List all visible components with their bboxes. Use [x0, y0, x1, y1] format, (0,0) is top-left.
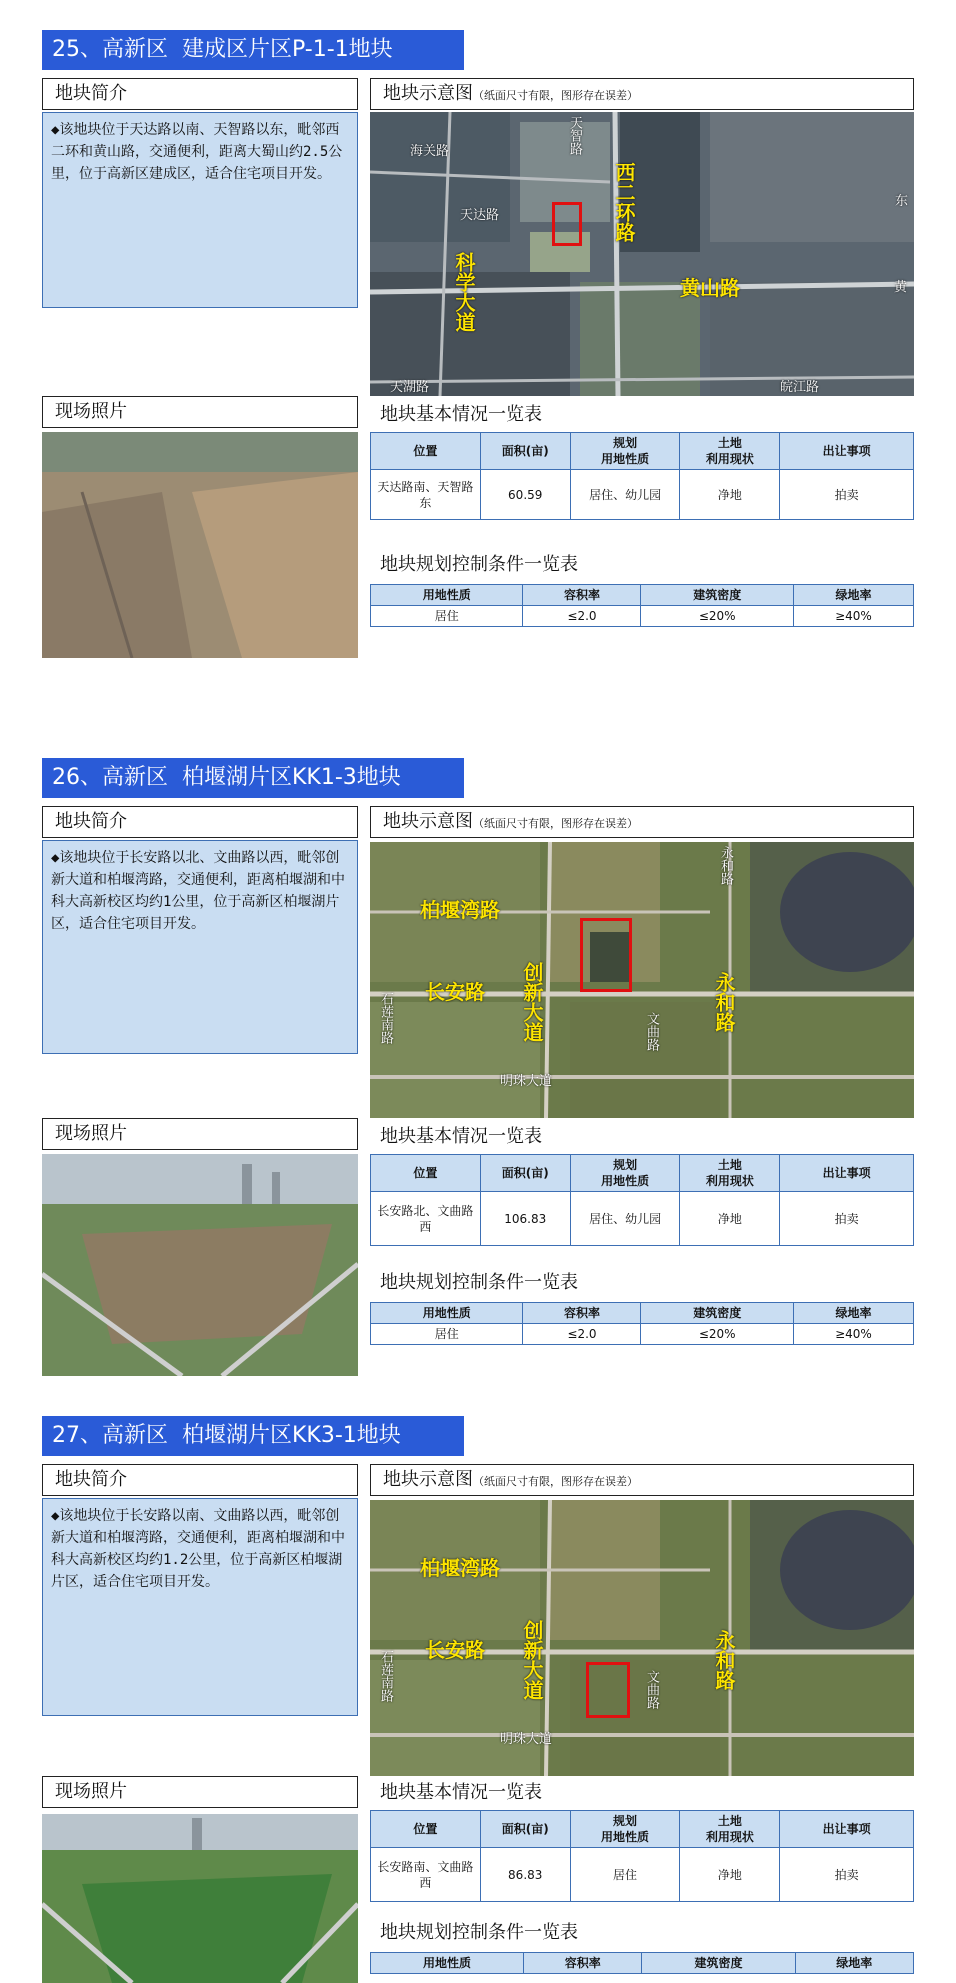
intro-label: [42, 78, 358, 110]
table-header: 土地 利用现状: [680, 433, 780, 470]
table-header: 出让事项: [780, 433, 914, 470]
parcel-map: [370, 112, 914, 396]
table-cell: 居住: [371, 1324, 523, 1345]
road-label: 皖江路: [780, 380, 820, 395]
road-label: 明珠大道: [500, 1074, 553, 1089]
table-row: [371, 606, 914, 627]
road-label: 创新大道: [520, 1620, 544, 1700]
table-cell: 长安路南、文曲路西: [371, 1848, 481, 1902]
intro-label-text: 地块简介: [55, 811, 127, 832]
intro-label: [42, 1464, 358, 1496]
site-photo-image: [42, 1814, 358, 1983]
road-label: 柏堰湾路: [420, 1556, 500, 1580]
site-photo: [42, 1814, 358, 1983]
table-header-row: [371, 585, 914, 606]
parcel-title: 27、高新区 柏堰湖片区KK3-1地块: [42, 1416, 464, 1456]
basic-info-table: [370, 1154, 914, 1246]
table-cell: ≤20%: [641, 606, 793, 627]
parcel-section-25: [0, 0, 956, 623]
table-cell: ≤20%: [641, 1324, 793, 1345]
control-table: [370, 1952, 914, 1974]
road-label: 柏堰湾路: [420, 898, 500, 922]
table-header: 绿地率: [793, 585, 913, 606]
road-label: 黄: [894, 280, 908, 295]
table-cell: 居住、幼儿园: [570, 1192, 680, 1246]
table-cell: ≤2.0: [523, 606, 641, 627]
road-label: 天湖路: [390, 380, 430, 395]
table-cell: 净地: [680, 1192, 780, 1246]
road-label: 西二环路: [612, 162, 636, 242]
parcel-outline: [586, 1662, 630, 1718]
road-label: 长安路: [425, 1638, 485, 1662]
table-cell: 居住、幼儿园: [570, 470, 680, 520]
road-label: 石莲南路: [378, 992, 393, 1044]
intro-text: ◆该地块位于长安路以北、文曲路以西，毗邻创新大道和柏堰湾路，交通便利，距离柏堰湖和中科大高新校区均约1公里，位于高新区柏堰湖片区，适合住宅项目开发。: [42, 840, 358, 1054]
road-label: 海关路: [410, 144, 450, 159]
parcel-title: 25、高新区 建成区片区P-1-1地块: [42, 30, 464, 70]
road-label: 永和路: [712, 1630, 736, 1690]
table-header: 面积(亩): [480, 1811, 570, 1848]
parcel-section-26: [0, 750, 956, 1390]
table-header: 用地性质: [371, 585, 523, 606]
parcel-section-27: [0, 1410, 956, 1983]
site-photo: [42, 1154, 358, 1376]
table-header: 面积(亩): [480, 1155, 570, 1192]
road-label: 永和路: [718, 846, 733, 885]
basic-info-label: 地块基本情况一览表: [380, 1782, 542, 1803]
table-header: 规划 用地性质: [570, 1811, 680, 1848]
table-cell: 长安路北、文曲路西: [371, 1192, 481, 1246]
table-header: 建筑密度: [641, 1303, 793, 1324]
map-note: （纸面尺寸有限，图形存在误差）: [473, 817, 638, 830]
road-label: 文曲路: [644, 1670, 659, 1709]
map-label: [370, 78, 914, 110]
map-note: （纸面尺寸有限，图形存在误差）: [473, 1475, 638, 1488]
basic-info-table: [370, 432, 914, 520]
table-header-row: [371, 433, 914, 470]
photo-label: [42, 1118, 358, 1150]
intro-text: ◆该地块位于天达路以南、天智路以东，毗邻西二环和黄山路，交通便利，距离大蜀山约2.5公里，位于高新区建成区，适合住宅项目开发。: [42, 112, 358, 308]
basic-info-label: 地块基本情况一览表: [380, 404, 542, 425]
site-photo: [42, 432, 358, 658]
road-label: 科学大道: [452, 252, 476, 332]
site-photo-image: [42, 1154, 358, 1376]
parcel-title: 26、高新区 柏堰湖片区KK1-3地块: [42, 758, 464, 798]
table-header: 位置: [371, 433, 481, 470]
map-label-text: 地块示意图: [383, 1469, 473, 1490]
table-cell: 居住: [570, 1848, 680, 1902]
table-header: 面积(亩): [480, 433, 570, 470]
table-header: 土地 利用现状: [680, 1155, 780, 1192]
parcel-map: [370, 1500, 914, 1776]
intro-label-text: 地块简介: [55, 83, 127, 104]
road-label: 创新大道: [520, 962, 544, 1042]
table-header: 用地性质: [371, 1303, 523, 1324]
table-header: 建筑密度: [642, 1953, 795, 1974]
table-header: 位置: [371, 1155, 481, 1192]
basic-info-table: [370, 1810, 914, 1902]
table-header: 建筑密度: [641, 585, 793, 606]
table-header: 绿地率: [795, 1953, 913, 1974]
control-label: 地块规划控制条件一览表: [380, 554, 578, 575]
table-cell: 天达路南、天智路东: [371, 470, 481, 520]
table-header-row: [371, 1155, 914, 1192]
intro-label-text: 地块简介: [55, 1469, 127, 1490]
table-header: 绿地率: [793, 1303, 913, 1324]
table-header: 容积率: [523, 1303, 641, 1324]
table-header: 用地性质: [371, 1953, 524, 1974]
table-cell: 86.83: [480, 1848, 570, 1902]
table-cell: 拍卖: [780, 1192, 914, 1246]
road-label: 长安路: [425, 980, 485, 1004]
table-header: 容积率: [524, 1953, 642, 1974]
table-header-row: [371, 1953, 914, 1974]
table-header-row: [371, 1303, 914, 1324]
parcel-map: [370, 842, 914, 1118]
photo-label-text: 现场照片: [55, 401, 127, 422]
road-label: 天智路: [567, 116, 582, 155]
photo-label-text: 现场照片: [55, 1781, 127, 1802]
table-cell: ≥40%: [793, 606, 913, 627]
road-label: 东: [895, 194, 909, 209]
basic-info-label: 地块基本情况一览表: [380, 1126, 542, 1147]
table-cell: 106.83: [480, 1192, 570, 1246]
table-cell: 拍卖: [780, 470, 914, 520]
table-row: [371, 1192, 914, 1246]
intro-text: ◆该地块位于长安路以南、文曲路以西，毗邻创新大道和柏堰湾路，交通便利，距离柏堰湖和中科大高新校区均约1.2公里，位于高新区柏堰湖片区，适合住宅项目开发。: [42, 1498, 358, 1716]
map-label: [370, 806, 914, 838]
photo-label: [42, 396, 358, 428]
table-cell: ≤2.0: [523, 1324, 641, 1345]
photo-label: [42, 1776, 358, 1808]
road-label: 永和路: [712, 972, 736, 1032]
road-label: 明珠大道: [500, 1732, 553, 1747]
control-table: [370, 1302, 914, 1345]
table-header: 土地 利用现状: [680, 1811, 780, 1848]
table-cell: 拍卖: [780, 1848, 914, 1902]
photo-label-text: 现场照片: [55, 1123, 127, 1144]
table-row: [371, 470, 914, 520]
table-header: 容积率: [523, 585, 641, 606]
table-row: [371, 1324, 914, 1345]
table-header: 出让事项: [780, 1155, 914, 1192]
map-note: （纸面尺寸有限，图形存在误差）: [473, 89, 638, 102]
map-label-text: 地块示意图: [383, 811, 473, 832]
table-cell: 净地: [680, 1848, 780, 1902]
road-label: 天达路: [460, 208, 500, 223]
parcel-outline: [580, 918, 632, 992]
road-label: 黄山路: [680, 276, 740, 300]
table-header: 出让事项: [780, 1811, 914, 1848]
control-label: 地块规划控制条件一览表: [380, 1272, 578, 1293]
table-cell: ≥40%: [793, 1324, 913, 1345]
site-photo-image: [42, 432, 358, 658]
map-label: [370, 1464, 914, 1496]
map-label-text: 地块示意图: [383, 83, 473, 104]
control-label: 地块规划控制条件一览表: [380, 1922, 578, 1943]
table-header: 规划 用地性质: [570, 1155, 680, 1192]
table-header-row: [371, 1811, 914, 1848]
table-row: [371, 1848, 914, 1902]
table-cell: 居住: [371, 606, 523, 627]
intro-label: [42, 806, 358, 838]
road-label: 石莲南路: [378, 1650, 393, 1702]
table-header: 位置: [371, 1811, 481, 1848]
table-cell: 净地: [680, 470, 780, 520]
table-cell: 60.59: [480, 470, 570, 520]
parcel-outline: [552, 202, 582, 246]
control-table: [370, 584, 914, 627]
table-header: 规划 用地性质: [570, 433, 680, 470]
road-label: 文曲路: [644, 1012, 659, 1051]
